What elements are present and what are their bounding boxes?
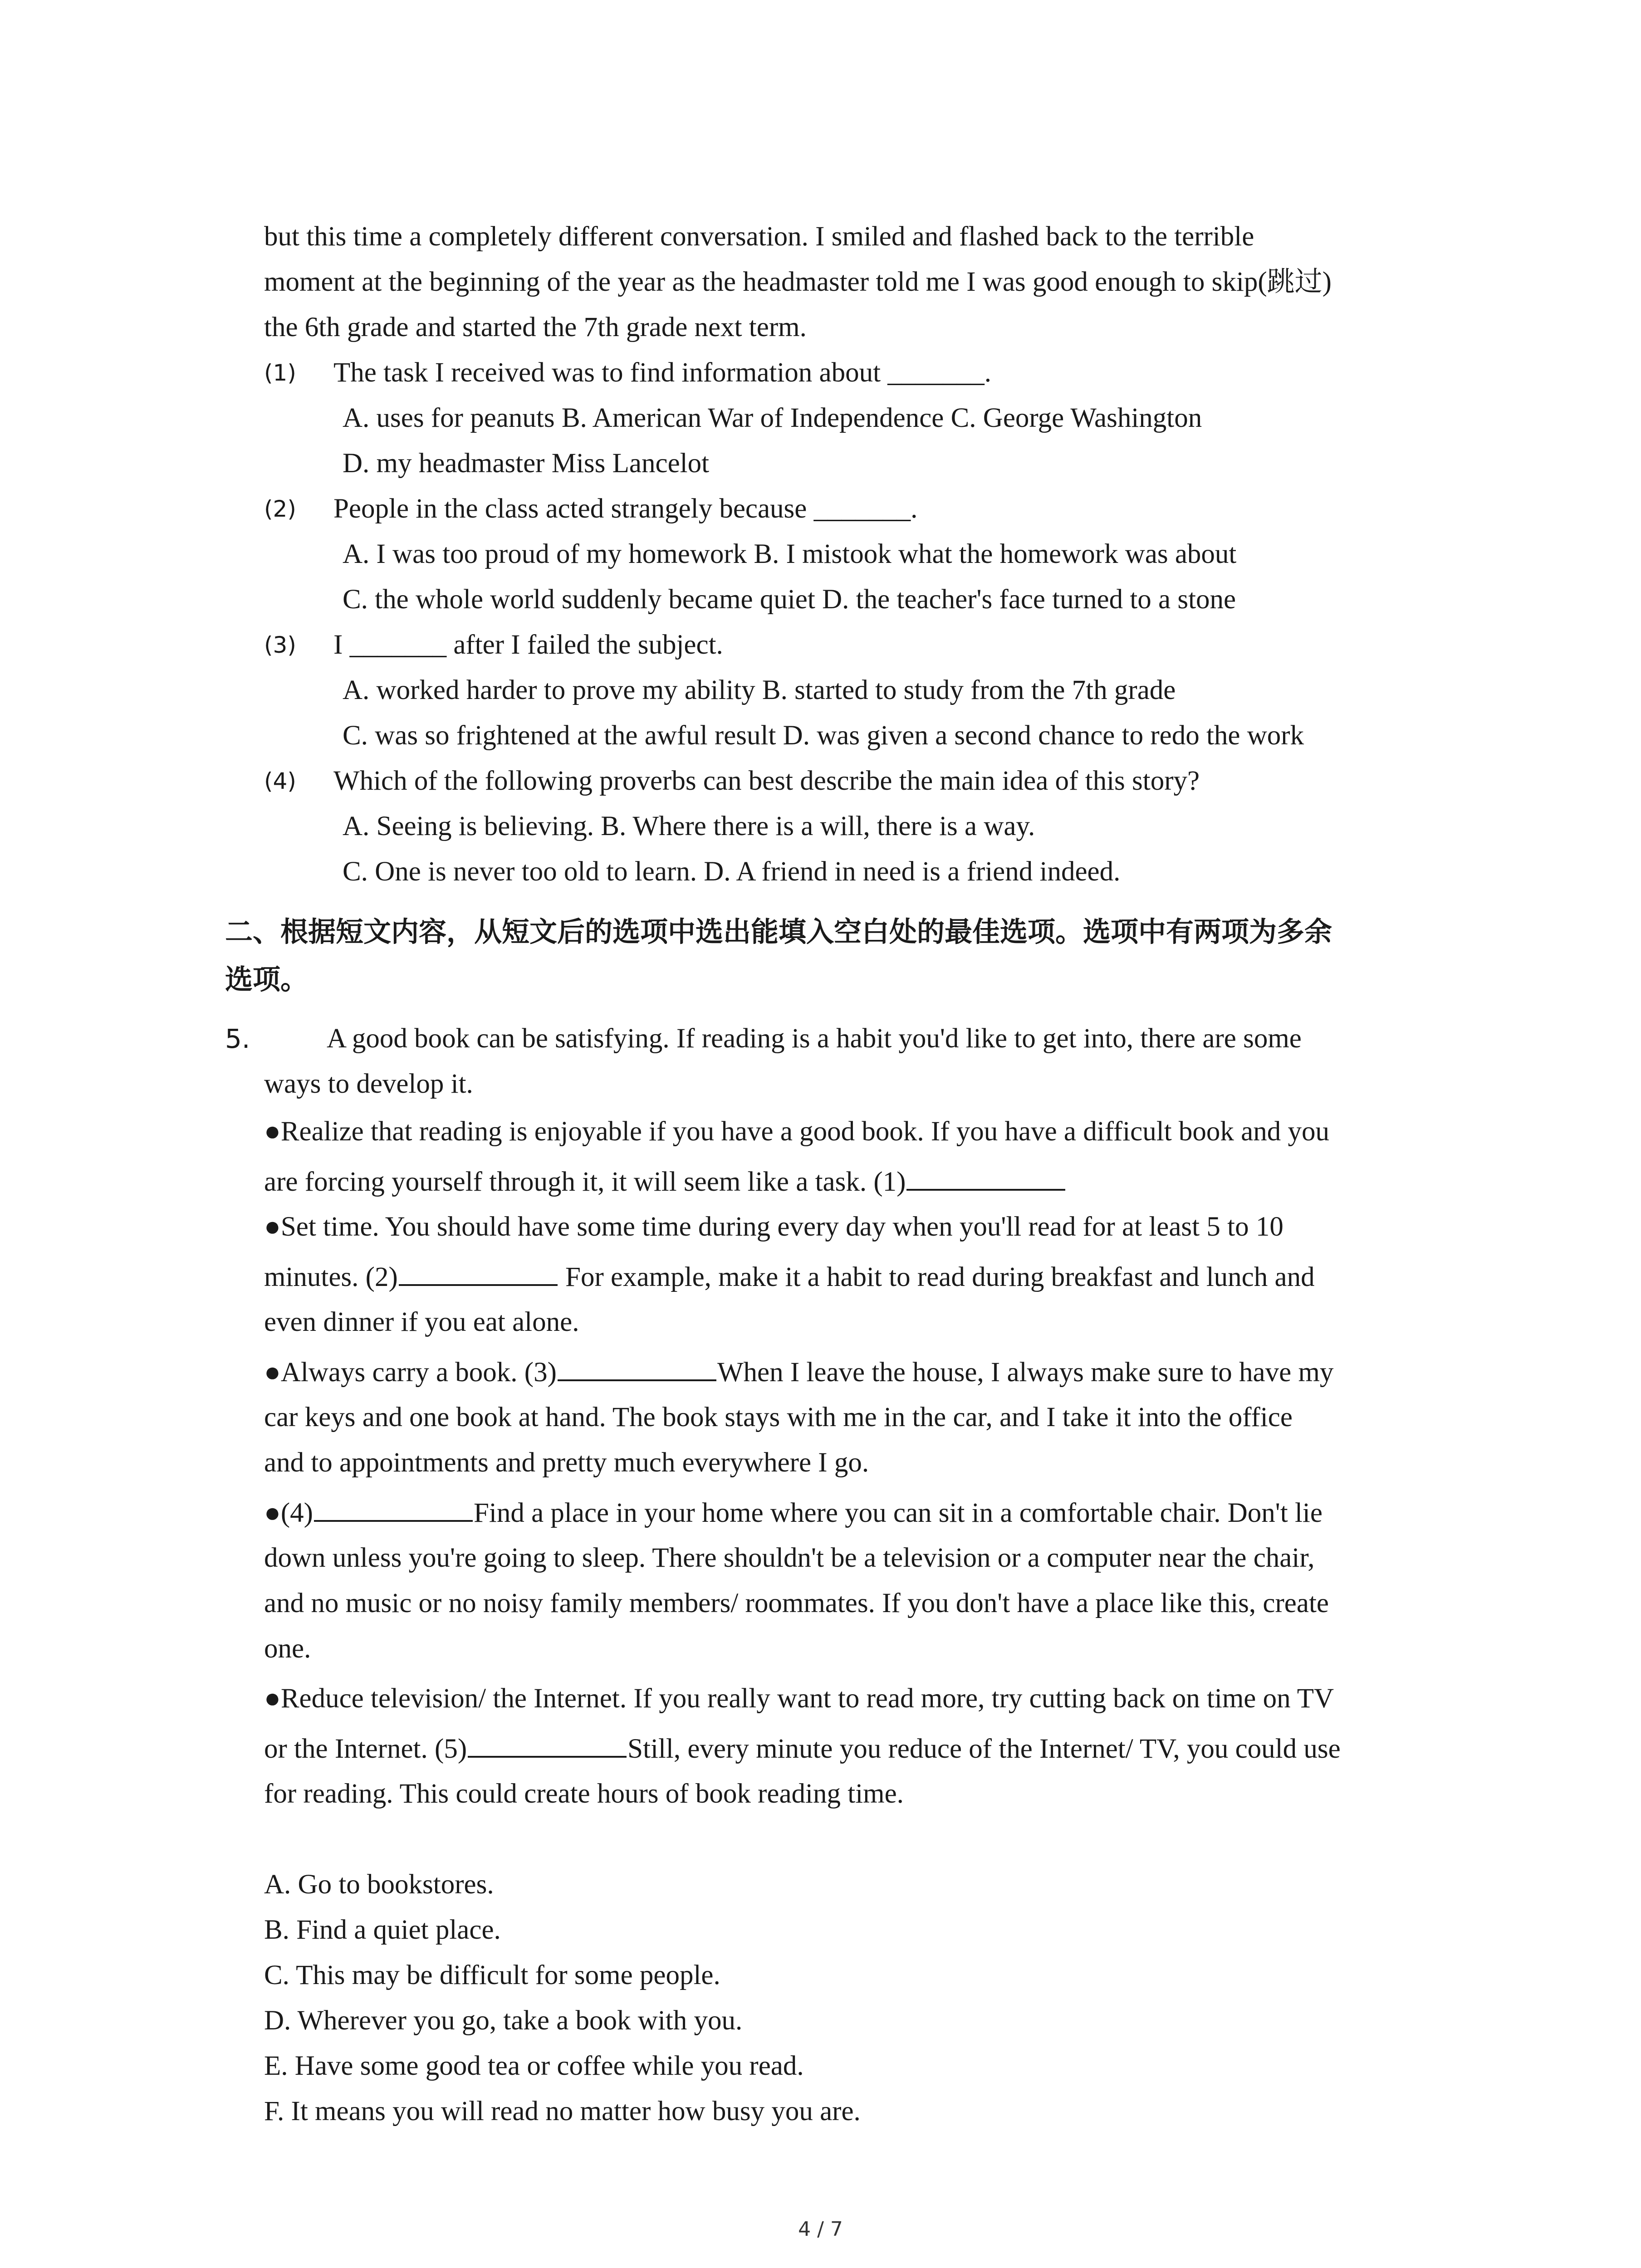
question-stem: Which of the following proverbs can best describe the main idea of this story?	[333, 766, 1200, 796]
page-indicator: 4 / 7	[798, 2218, 843, 2241]
question-options: A. I was too proud of my homework B. I mistook what the homework was about	[343, 539, 1237, 569]
passage-text: ●(4)	[264, 1498, 313, 1528]
item-number: 5.	[225, 1023, 250, 1054]
question-number: (3)	[264, 632, 296, 658]
choice-item: A. Go to bookstores.	[264, 1869, 494, 1900]
question-options: A. uses for peanuts B. American War of Independence C. George Washington	[343, 403, 1202, 433]
passage-line: even dinner if you eat alone.	[264, 1307, 579, 1337]
passage-line: for reading. This could create hours of book reading time.	[264, 1779, 904, 1809]
blank-1[interactable]	[906, 1163, 1065, 1191]
passage-line	[264, 1730, 1341, 1767]
passage-line: one.	[264, 1633, 311, 1664]
question-options: C. was so frightened at the awful result D. was given a second chance to redo the work	[343, 720, 1304, 751]
choice-item: E. Have some good tea or coffee while you read.	[264, 2051, 804, 2081]
passage-line: ●Set time. You should have some time during every day when you'll read for at least 5 to 10	[264, 1212, 1283, 1242]
choice-item: C. This may be difficult for some people.	[264, 1960, 720, 1990]
question-number: (2)	[264, 496, 296, 522]
blank-4[interactable]	[314, 1495, 473, 1522]
question-options: A. worked harder to prove my ability B. started to study from the 7th grade	[343, 675, 1176, 705]
passage-line: car keys and one book at hand. The book stays with me in the car, and I take it into the office	[264, 1402, 1293, 1432]
question-options: C. One is never too old to learn. D. A friend in need is a friend indeed.	[343, 856, 1121, 887]
question-stem: People in the class acted strangely because _______.	[333, 494, 918, 524]
passage-line: and to appointments and pretty much everywhere I go.	[264, 1447, 869, 1478]
passage-text: are forcing yourself through it, it will seem like a task. (1)	[264, 1167, 906, 1197]
passage-line: A good book can be satisfying. If reading is a habit you'd like to get into, there are some	[327, 1023, 1302, 1054]
passage-text: When I leave the house, I always make sure to have my	[717, 1357, 1334, 1388]
passage-line: ●Realize that reading is enjoyable if you have a good book. If you have a difficult book and you	[264, 1116, 1329, 1147]
passage-line	[264, 1495, 1323, 1531]
blank-2[interactable]	[399, 1259, 558, 1286]
passage-line: but this time a completely different conversation. I smiled and flashed back to the terrible	[264, 221, 1254, 252]
question-number: (4)	[264, 768, 296, 794]
blank-3[interactable]	[558, 1354, 716, 1381]
question-number: (1)	[264, 360, 296, 386]
choice-item: B. Find a quiet place.	[264, 1915, 501, 1945]
question-options: C. the whole world suddenly became quiet D. the teacher's face turned to a stone	[343, 584, 1236, 615]
question-stem: I _______ after I failed the subject.	[333, 630, 723, 660]
passage-text: Find a place in your home where you can sit in a comfortable chair. Don't lie	[473, 1498, 1323, 1528]
passage-line	[264, 1163, 1066, 1200]
passage-text: minutes. (2)	[264, 1262, 398, 1292]
passage-line	[264, 1259, 1315, 1295]
passage-line: ways to develop it.	[264, 1069, 473, 1099]
blank-5[interactable]	[468, 1730, 627, 1758]
passage-line: moment at the beginning of the year as the headmaster told me I was good enough to skip(跳过)	[264, 267, 1332, 297]
passage-text: Still, every minute you reduce of the Internet/ TV, you could use	[627, 1734, 1341, 1764]
passage-line: down unless you're going to sleep. There shouldn't be a television or a computer near the chair,	[264, 1543, 1315, 1573]
section-heading: 二、根据短文内容，从短文后的选项中选出能填入空白处的最佳选项。选项中有两项为多余	[225, 916, 1332, 948]
passage-text: For example, make it a habit to read during breakfast and lunch and	[558, 1262, 1315, 1292]
passage-line: the 6th grade and started the 7th grade next term.	[264, 312, 807, 342]
passage-line: ●Reduce television/ the Internet. If you really want to read more, try cutting back on time on TV	[264, 1683, 1334, 1714]
passage-line	[264, 1354, 1333, 1391]
section-heading: 选项。	[225, 963, 309, 996]
passage-text: ●Always carry a book. (3)	[264, 1357, 557, 1388]
question-stem: The task I received was to find information about _______.	[333, 357, 992, 388]
choice-item: F. It means you will read no matter how busy you are.	[264, 2096, 861, 2126]
passage-text: or the Internet. (5)	[264, 1734, 467, 1764]
question-options: A. Seeing is believing. B. Where there is a will, there is a way.	[343, 811, 1035, 841]
question-options: D. my headmaster Miss Lancelot	[343, 448, 710, 479]
passage-line: and no music or no noisy family members/ roommates. If you don't have a place like this, create	[264, 1588, 1329, 1618]
choice-item: D. Wherever you go, take a book with you.	[264, 2005, 743, 2036]
